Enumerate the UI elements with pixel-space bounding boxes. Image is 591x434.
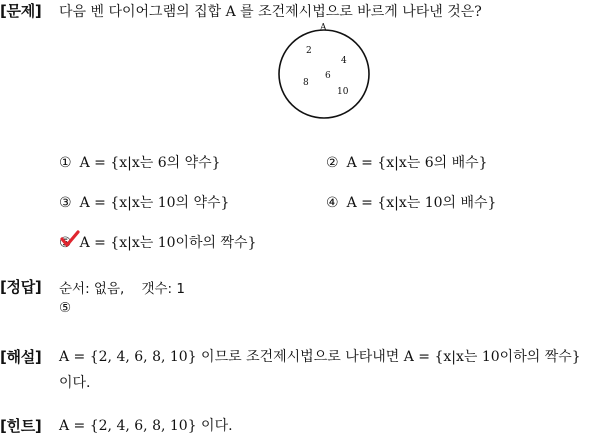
explanation-line-1: A = {2, 4, 6, 8, 10} 이므로 조건제시법으로 나타내면 A = {x|x는 10이하의 짝수} <box>59 349 581 365</box>
choice-text: A = {x|x는 6의 배수} <box>346 155 488 171</box>
answer-label: [정답] <box>0 278 42 296</box>
venn-set-name: A <box>320 23 327 33</box>
red-check-icon <box>60 230 80 248</box>
answer-count: 갯수: 1 <box>141 281 185 297</box>
hint-text: A = {2, 4, 6, 8, 10} 이다. <box>59 418 233 434</box>
choice-text: A = {x|x는 10의 약수} <box>79 195 230 211</box>
venn-element: 8 <box>303 78 309 88</box>
choice-number: ④ <box>326 195 339 211</box>
choice-3[interactable] <box>59 192 229 212</box>
question-label: [문제] <box>0 2 42 20</box>
choice-text: A = {x|x는 10이하의 짝수} <box>79 235 257 251</box>
choice-5[interactable] <box>59 232 257 252</box>
explanation-label: [해설] <box>0 348 42 366</box>
answer-meta <box>59 277 185 297</box>
answer-value: ⑤ <box>59 300 72 316</box>
venn-diagram <box>277 22 373 122</box>
choice-number: ⑤ <box>59 235 72 251</box>
venn-element: 10 <box>337 87 349 97</box>
venn-circle <box>279 30 369 118</box>
choice-1[interactable] <box>59 152 221 172</box>
explanation-line-2: 이다. <box>59 375 91 391</box>
choice-text: A = {x|x는 10의 배수} <box>346 195 497 211</box>
choice-number: ③ <box>59 195 72 211</box>
venn-element: 6 <box>325 71 331 81</box>
question-text: 다음 벤 다이어그램의 집합 A 를 조건제시법으로 바르게 나타낸 것은? <box>59 4 482 20</box>
choice-number: ① <box>59 155 72 171</box>
answer-order: 순서: 없음, <box>59 281 125 297</box>
choice-text: A = {x|x는 6의 약수} <box>79 155 221 171</box>
choice-number: ② <box>326 155 339 171</box>
choice-4[interactable] <box>326 192 496 212</box>
venn-element: 4 <box>341 56 347 66</box>
choice-2[interactable] <box>326 152 488 172</box>
hint-label: [힌트] <box>0 417 42 434</box>
venn-element: 2 <box>306 46 312 56</box>
